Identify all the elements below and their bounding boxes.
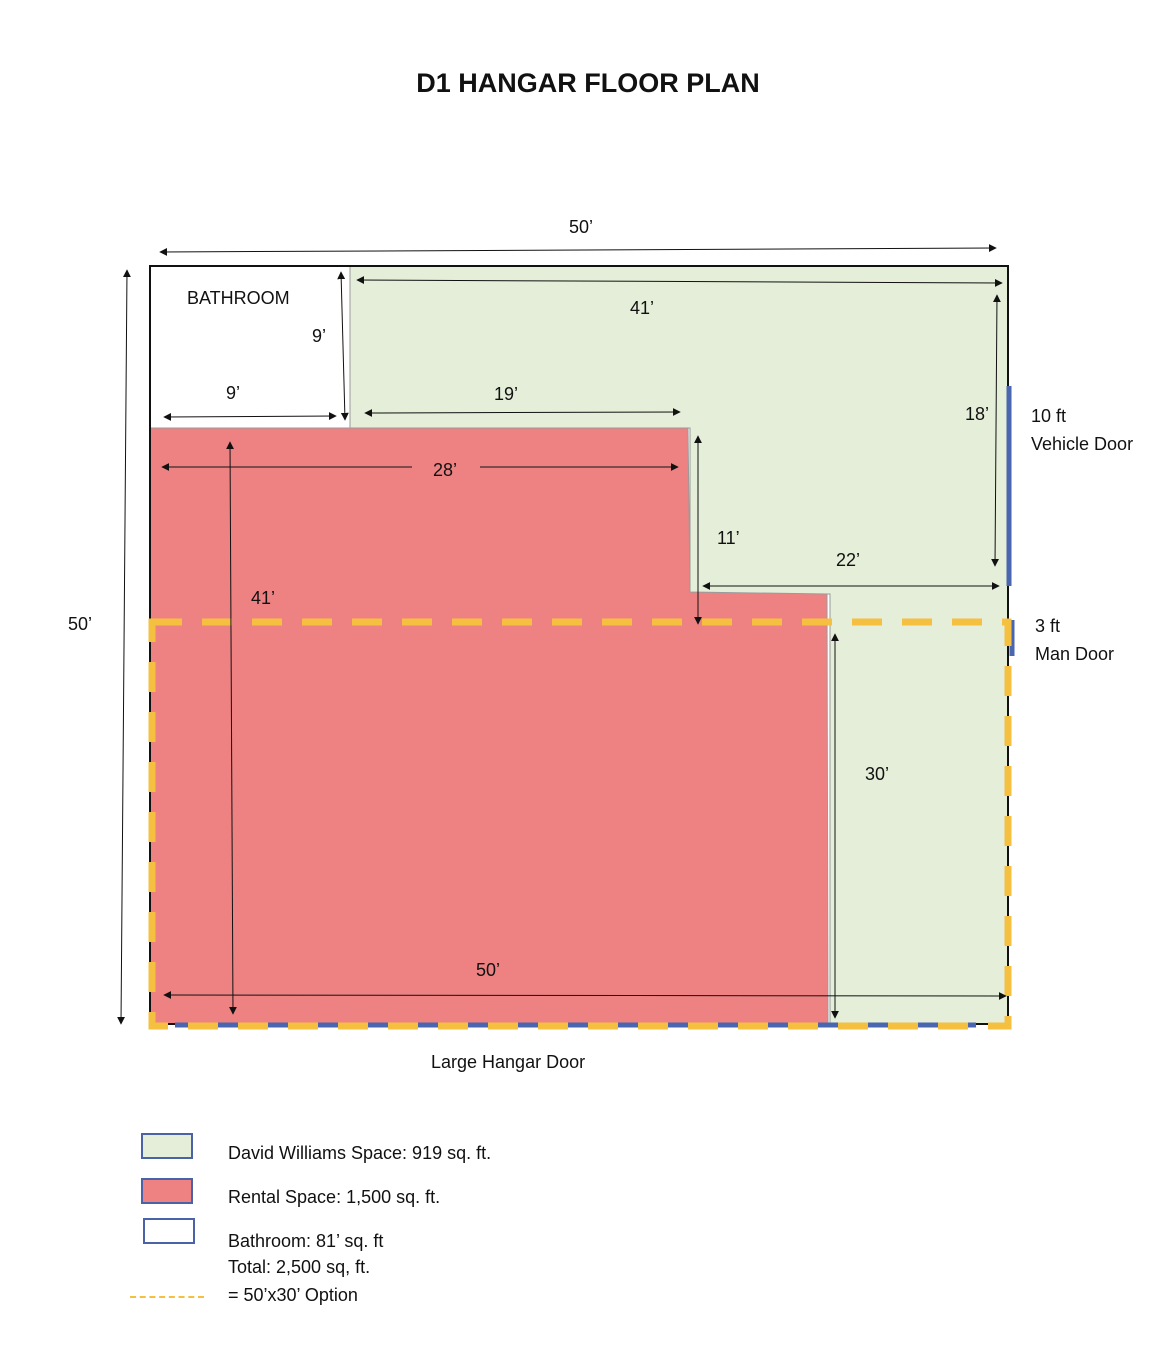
overall-width-arrow xyxy=(160,248,996,252)
bathroom-depth-label: 9’ xyxy=(312,326,327,346)
david-top-width-label: 41’ xyxy=(630,298,655,318)
rental-depth-label: 41’ xyxy=(251,588,276,608)
notch-depth-label: 11’ xyxy=(717,528,740,548)
bottom-width-label: 50’ xyxy=(476,960,501,980)
legend-rental-swatch xyxy=(141,1178,193,1204)
page-title: D1 HANGAR FLOOR PLAN xyxy=(416,68,760,98)
man-door-label: Man Door xyxy=(1035,644,1115,664)
rental-top-width-label: 28’ xyxy=(433,460,458,480)
legend-bathroom-swatch xyxy=(143,1218,195,1244)
legend-david-text: David Williams Space: 919 sq. ft. xyxy=(228,1143,492,1163)
vehicle-door-label: Vehicle Door xyxy=(1031,434,1134,454)
rental-notch-width-label: 19’ xyxy=(494,384,519,404)
david-right-depth-label: 18’ xyxy=(965,404,990,424)
legend-rental-text: Rental Space: 1,500 sq. ft. xyxy=(228,1187,441,1207)
legend-option-swatch xyxy=(130,1296,204,1298)
man-door-size: 3 ft xyxy=(1035,616,1061,636)
david-lower-depth-label: 30’ xyxy=(865,764,890,784)
david-mid-width-label: 22’ xyxy=(836,550,861,570)
bathroom-label: BATHROOM xyxy=(187,288,290,308)
overall-depth-label: 50’ xyxy=(68,614,93,634)
legend-david-swatch xyxy=(141,1133,193,1159)
bathroom-width-label: 9’ xyxy=(226,383,241,403)
vehicle-door-size: 10 ft xyxy=(1031,406,1067,426)
overall-width-label: 50’ xyxy=(569,217,594,237)
legend-total-text: Total: 2,500 sq, ft. xyxy=(228,1257,371,1277)
legend-bathroom-text: Bathroom: 81’ sq. ft xyxy=(228,1231,384,1251)
hangar-door-label: Large Hangar Door xyxy=(431,1052,586,1072)
overall-depth-arrow xyxy=(121,270,127,1024)
legend-option-text: = 50’x30’ Option xyxy=(228,1285,358,1305)
